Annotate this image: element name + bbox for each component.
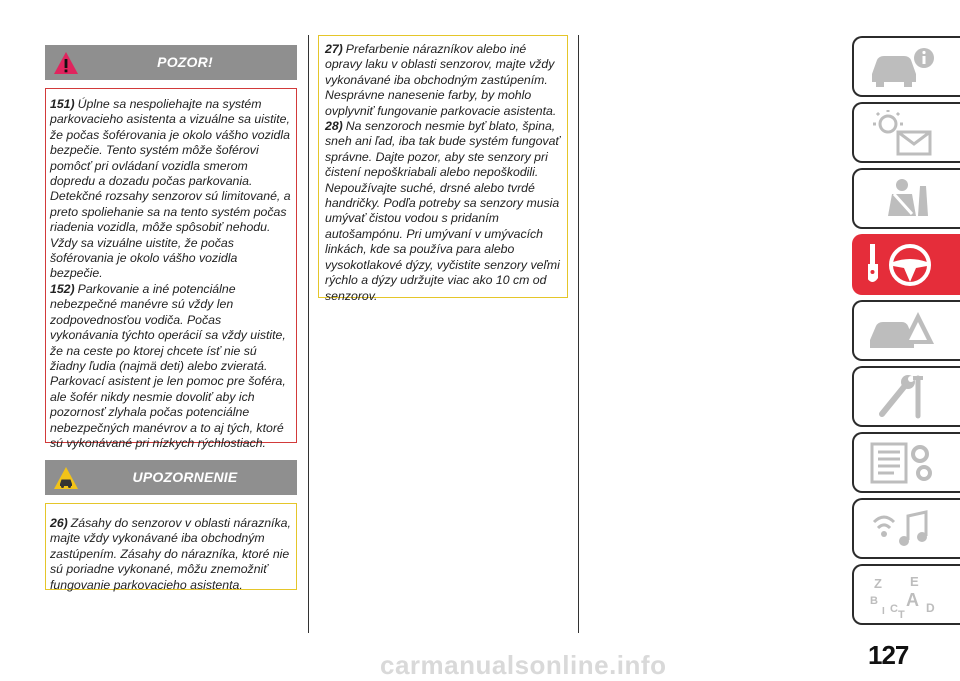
note-number: 152) bbox=[50, 281, 75, 296]
index-letter: D bbox=[926, 601, 935, 615]
note-text: Parkovanie a iné potenciálne nebezpečné manévre sú vždy len zodpovednosťou vodiča. Počas vykonávania týchto operácií sa vždy uistite, že na ceste po ktorej chcete ísť nie sú žiadny ľudia (najmä deti) alebo zvieratá. Parkovací asistent je len pomoc pre šoféra, ale šofér nikdy nesmie dovoliť aby ich pozornosť zlyhala počas potenciálne nebezpečných manévrov a to aj tých, ktoré sú vykonávané pri nízkych rýchlostiach. bbox=[50, 281, 286, 450]
note-number: 28) bbox=[325, 119, 343, 134]
index-letter: B bbox=[870, 595, 878, 607]
dashboard-lights-icon bbox=[868, 110, 938, 156]
warning-banner bbox=[45, 45, 297, 80]
alphabetical-index-icon bbox=[868, 572, 938, 618]
caution-paragraph bbox=[325, 119, 563, 304]
tab-knowing-the-car[interactable] bbox=[852, 36, 960, 97]
tab-maintenance[interactable] bbox=[852, 366, 960, 427]
page-number: 127 bbox=[868, 640, 909, 670]
caution-continued-box bbox=[318, 35, 568, 303]
warning-title: POZOR! bbox=[157, 54, 213, 70]
column-divider bbox=[578, 35, 579, 633]
caution-paragraph bbox=[50, 516, 292, 593]
column-divider bbox=[308, 35, 309, 633]
index-letter: E bbox=[910, 574, 919, 589]
seat-safety-icon bbox=[868, 176, 938, 222]
warning-paragraph bbox=[50, 97, 291, 282]
warning-paragraph bbox=[50, 282, 291, 451]
caution-banner bbox=[45, 460, 297, 495]
car-info-icon bbox=[868, 44, 938, 90]
index-letter: T bbox=[898, 609, 905, 618]
note-text: Zásahy do senzorov v oblasti nárazníka, majte vždy vykonávané iba obchodným zastúpením. Zásahy do nárazníka, ktoré nie sú poriadne vykonané, môžu znemožniť fungovanie parkovacieho asistenta. bbox=[50, 516, 291, 592]
breakdown-warning-icon bbox=[868, 308, 938, 354]
index-letter: A bbox=[906, 590, 919, 610]
note-number: 27) bbox=[325, 42, 343, 56]
tab-in-an-emergency[interactable] bbox=[852, 300, 960, 361]
note-number: 26) bbox=[50, 516, 68, 530]
tab-multimedia[interactable] bbox=[852, 498, 960, 559]
note-text: Úplne sa nespoliehajte na systém parkovacieho asistenta a vizuálne sa uistite, že počas šoférovania je okolo vášho vozidla bezpečie. Tento systém môže šoférovi pomôcť pri ovládaní vozidla smerom dopredu a dozadu počas parkovania. Detekčné rozsahy senzorov sú limitované, a preto spoliehanie sa na tento systém počas riadenia vozidla, môže spôsobiť nehodu. Vždy sa vizuálne uistite, že počas šoférovania je okolo vášho vozidla bezpečie. bbox=[50, 97, 291, 281]
tab-starting-and-driving[interactable] bbox=[852, 234, 960, 295]
note-number: 151) bbox=[50, 97, 75, 111]
tab-technical-data[interactable] bbox=[852, 432, 960, 493]
index-letter: Z bbox=[874, 576, 882, 591]
index-letter: C bbox=[890, 603, 898, 615]
note-text: Na senzoroch nesmie byť blato, špina, sneh ani ľad, iba tak bude systém fungovať správne. Dajte pozor, aby ste senzory pri čistení nepoškriabali alebo nepoškodili. Nepoužívajte suché, drsné alebo tvrdé handričky. Podľa potreby sa senzory musia umývať čistou vodou s pridaním autošampónu. Pri umývaní v umývacích linkách, kde sa používa para alebo vysokotlakové dýzy, vyčistite senzory veľmi rýchlo a dýzy udržujte viac ako 10 cm od senzorov. bbox=[325, 119, 560, 303]
caution-box bbox=[45, 503, 297, 590]
key-steering-wheel-icon bbox=[868, 242, 938, 288]
warning-box bbox=[45, 88, 297, 450]
note-text: Prefarbenie nárazníkov alebo iné opravy laku v oblasti senzorov, majte vždy vykonávané iba obchodným zastúpením. Nesprávne nanesenie farby, by mohlo ovplyvniť fungovanie parkovacie asistenta. bbox=[325, 42, 557, 118]
caution-title: UPOZORNENIE bbox=[132, 469, 238, 485]
index-letter: I bbox=[882, 606, 885, 617]
caution-paragraph bbox=[325, 42, 563, 119]
technical-data-icon bbox=[868, 440, 938, 486]
tab-knowing-instrument-panel[interactable] bbox=[852, 102, 960, 163]
tab-safety[interactable] bbox=[852, 168, 960, 229]
tab-index[interactable] bbox=[852, 564, 960, 625]
multimedia-icon bbox=[868, 506, 938, 552]
watermark-text: carmanualsonline.info bbox=[380, 650, 667, 680]
maintenance-tools-icon bbox=[868, 374, 938, 420]
